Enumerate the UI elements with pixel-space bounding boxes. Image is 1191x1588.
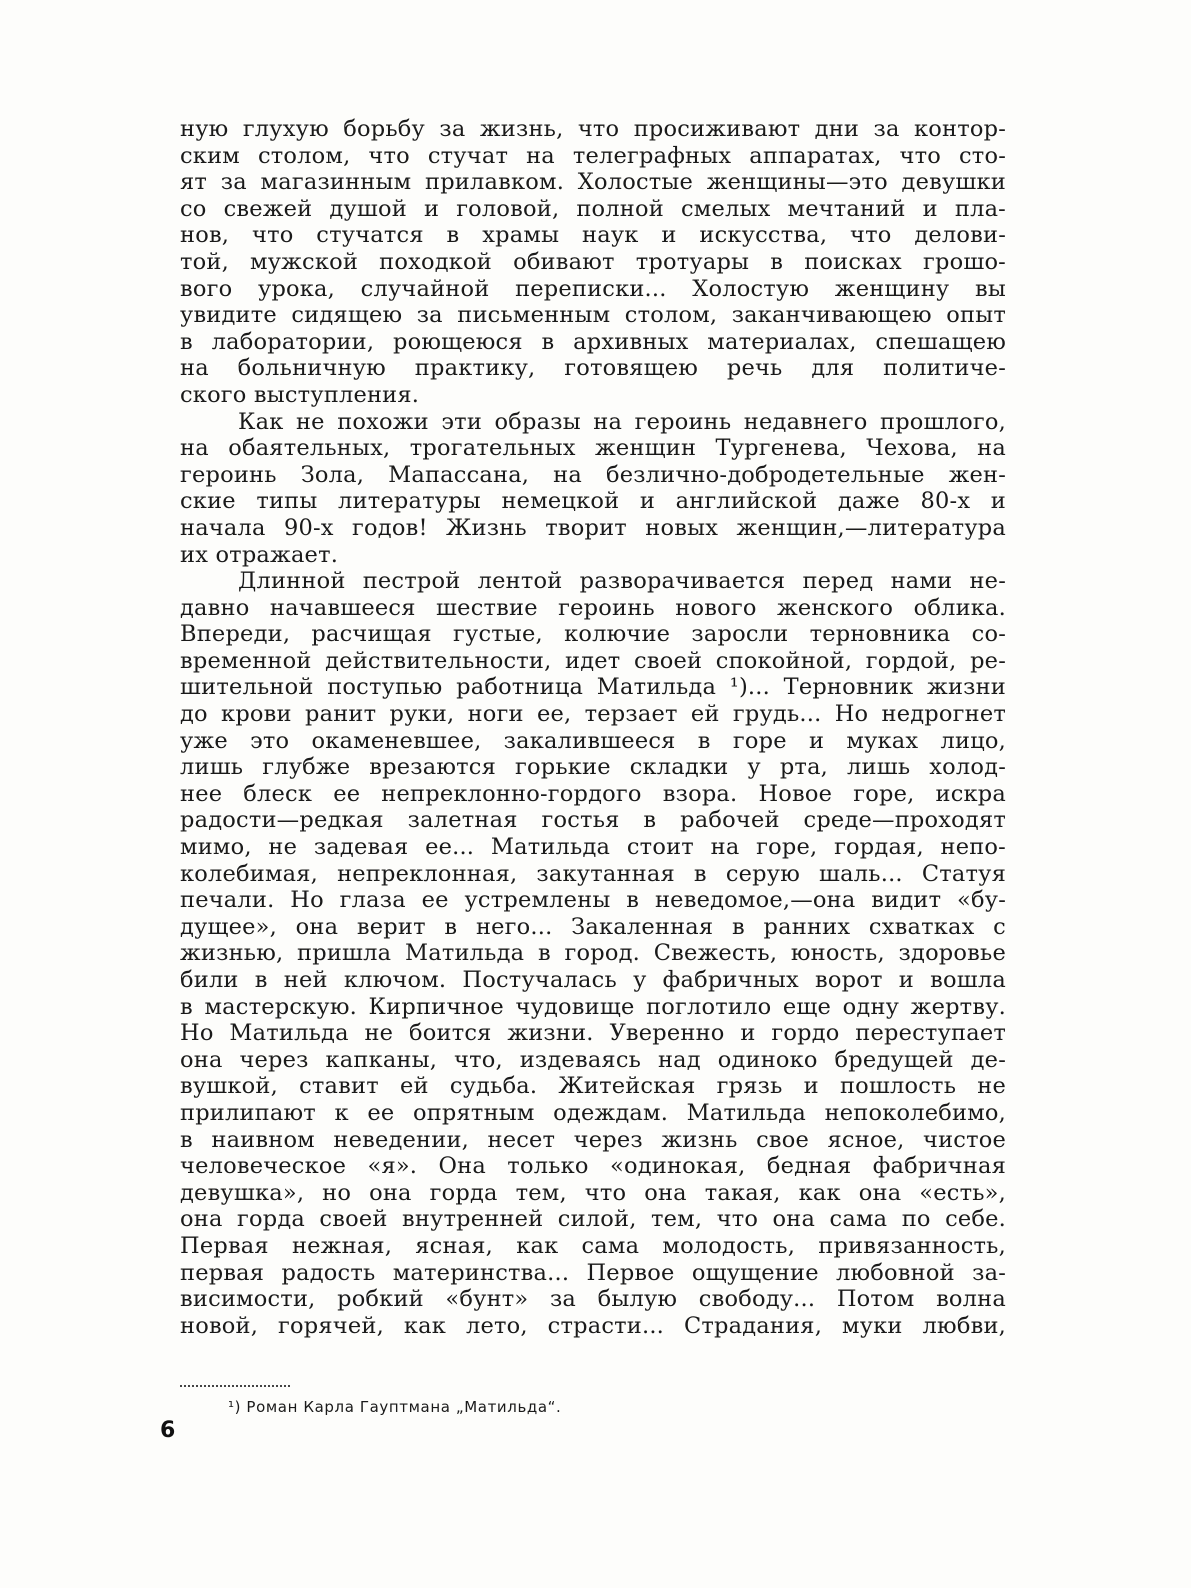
- text-line: давно начавшееся шествие героинь нового женского облика.: [180, 594, 1006, 621]
- text-line: со свежей душой и головой, полной смелых мечтаний и пла-: [180, 195, 1006, 222]
- text-line: той, мужской походкой обивают тротуары в поисках грошо-: [180, 248, 1006, 275]
- text-line: она горда своей внутренней силой, тем, что она сама по себе.: [180, 1206, 1006, 1233]
- text-line: ят за магазинным прилавком. Холостые женщины—это девушки: [180, 169, 1006, 196]
- text-line: жизнью, пришла Матильда в город. Свежесть, юность, здоровье: [180, 940, 1006, 967]
- text-line: на обаятельных, трогательных женщин Тургенева, Чехова, на: [180, 435, 1006, 462]
- text-line: лишь глубже врезаются горькие складки у рта, лишь холод-: [180, 754, 1006, 781]
- text-line: били в ней ключом. Постучалась у фабричных ворот и вошла: [180, 967, 1006, 993]
- text-line: нов, что стучатся в храмы наук и искусства, что делови-: [180, 222, 1006, 249]
- text-line: человеческое «я». Она только «одинокая, бедная фабричная: [180, 1153, 1006, 1180]
- text-line: в мастерскую. Кирпичное чудовище поглотило еще одну жертву.: [180, 993, 1006, 1020]
- text-line: новой, горячей, как лето, страсти... Страдания, муки любви,: [180, 1312, 1006, 1339]
- text-line: ского выступления.: [180, 381, 420, 408]
- footnote-divider: [180, 1385, 290, 1387]
- text-line: нее блеск ее непреклонно-гордого взора. Новое горе, искра: [180, 780, 1006, 807]
- text-line: до крови ранит руки, ноги ее, терзает ей грудь... Но недрогнет: [180, 701, 1006, 728]
- text-line: дущее», она верит в него... Закаленная в ранних схватках с: [180, 913, 1006, 940]
- text-line: временной действительности, идет своей спокойной, гордой, ре-: [180, 647, 1006, 674]
- text-line: она через капканы, что, издеваясь над одиноко бредущей де-: [180, 1046, 1006, 1073]
- footnote: ¹) Роман Карла Гауптмана „Матильда“.: [228, 1398, 562, 1416]
- text-line: Но Матильда не боится жизни. Уверенно и гордо переступает: [180, 1020, 1006, 1047]
- text-line: в наивном неведении, несет через жизнь свое ясное, чистое: [180, 1126, 1006, 1153]
- text-line: уже это окаменевшее, закалившееся в горе и муках лицо,: [180, 727, 1006, 754]
- text-line: вого урока, случайной переписки... Холостую женщину вы: [180, 275, 1006, 302]
- text-line: ские типы литературы немецкой и английской даже 80-х и: [180, 488, 1006, 515]
- text-line: колебимая, непреклонная, закутанная в серую шаль... Статуя: [180, 860, 1006, 887]
- text-line: увидите сидящею за письменным столом, заканчивающею опыт: [180, 302, 1006, 329]
- text-line: Первая нежная, ясная, как сама молодость, привязанность,: [180, 1232, 1006, 1259]
- text-line: прилипают к ее опрятным одеждам. Матильда непоколебимо,: [180, 1099, 1006, 1126]
- text-line: радости—редкая залетная гостья в рабочей среде—проходят: [180, 807, 1006, 834]
- text-line: девушка», но она горда тем, что она такая, как она «есть»,: [180, 1179, 1006, 1206]
- text-line: Как не похожи эти образы на героинь недавнего прошлого,: [238, 408, 1006, 435]
- body-text: [180, 116, 1006, 1339]
- text-line: на больничную практику, готовящею речь для политиче-: [180, 355, 1006, 382]
- text-line: начала 90-х годов! Жизнь творит новых женщин,—литература: [180, 514, 1006, 541]
- text-line: вушкой, ставит ей судьба. Житейская грязь и пошлость не: [180, 1073, 1006, 1100]
- text-line: Длинной пестрой лентой разворачивается перед нами не-: [238, 568, 1006, 595]
- text-line: ским столом, что стучат на телеграфных аппаратах, что сто-: [180, 142, 1006, 169]
- page-number: 6: [160, 1418, 176, 1443]
- text-line: их отражает.: [180, 541, 339, 568]
- text-line: в лаборатории, роющеюся в архивных материалах, спешащею: [180, 328, 1006, 355]
- text-line: первая радость материнства... Первое ощущение любовной за-: [180, 1259, 1006, 1286]
- text-line: ную глухую борьбу за жизнь, что просиживают дни за контор-: [180, 116, 1006, 142]
- text-line: героинь Зола, Мапассана, на безлично-добродетельные жен-: [180, 461, 1006, 488]
- text-line: Впереди, расчищая густые, колючие заросли терновника со-: [180, 621, 1006, 648]
- text-line: шительной поступью работница Матильда ¹)... Терновник жизни: [180, 674, 1006, 701]
- text-line: печали. Но глаза ее устремлены в неведомое,—она видит «бу-: [180, 887, 1006, 914]
- text-line: мимо, не задевая ее... Матильда стоит на горе, гордая, непо-: [180, 834, 1006, 861]
- text-line: висимости, робкий «бунт» за былую свободу... Потом волна: [180, 1286, 1006, 1313]
